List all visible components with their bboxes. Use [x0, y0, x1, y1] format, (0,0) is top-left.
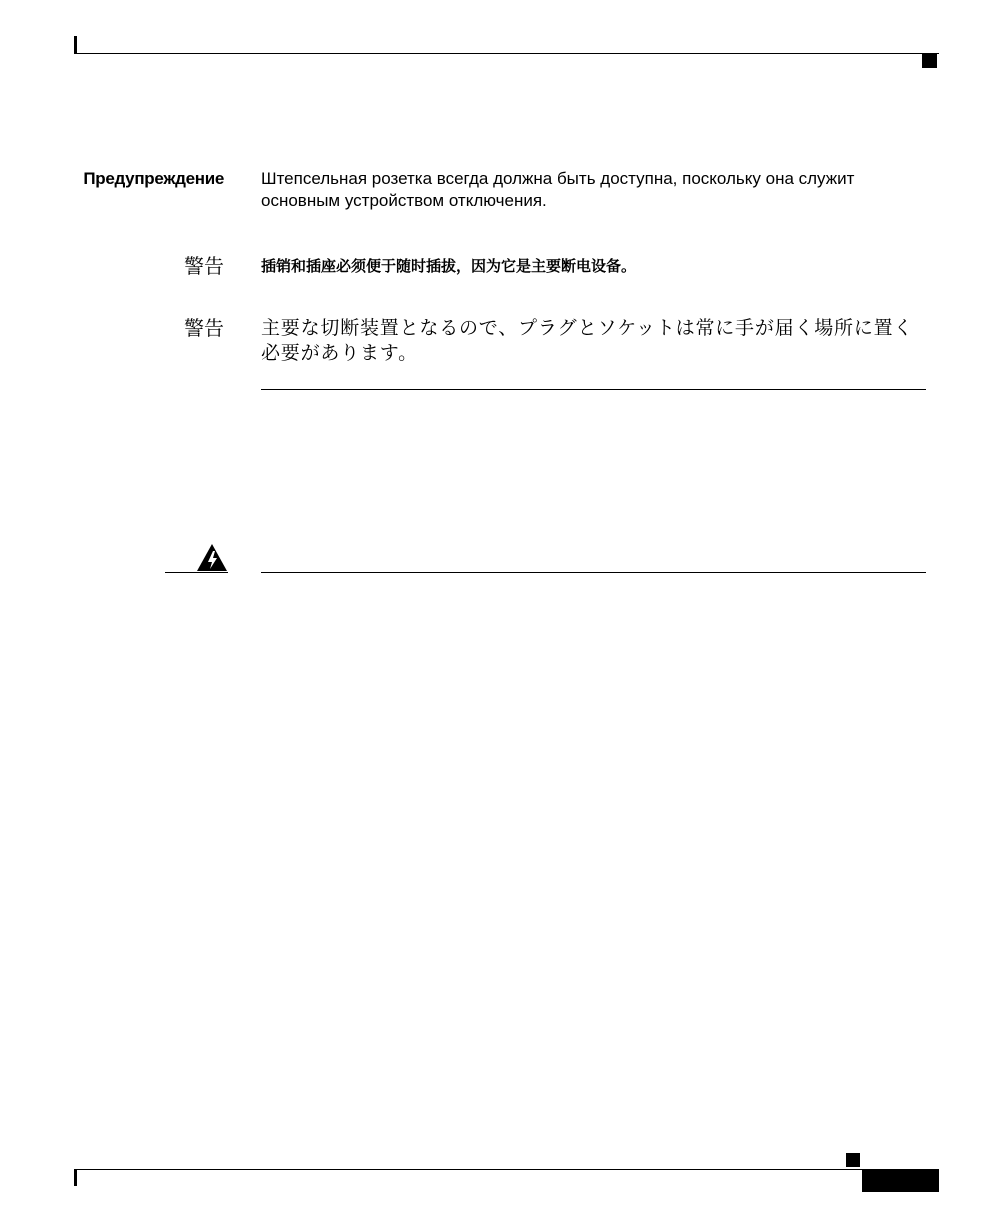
warning-label-japanese: 警告	[184, 316, 224, 340]
warning-label-russian: Предупреждение	[83, 169, 224, 188]
header-tick-mark	[74, 36, 77, 54]
footer-square-marker	[846, 1153, 860, 1167]
footer-tick-mark	[74, 1170, 77, 1186]
header-square-marker	[922, 54, 937, 68]
warning-end-rule	[261, 389, 926, 390]
warning-text-japanese: 主要な切断装置となるので、プラグとソケットは常に手が届く場所に置く必要があります。	[261, 317, 914, 364]
warning-text-russian: Штепсельная розетка всегда должна быть доступна, поскольку она служит основным устройством отключения.	[261, 169, 855, 210]
header-rule	[74, 53, 939, 54]
footer-page-block	[862, 1170, 939, 1192]
warning-label-chinese: 警告	[184, 254, 224, 278]
warning-text-chinese: 插销和插座必须便于随时插拔，因为它是主要断电设备。	[261, 257, 637, 275]
footer-rule	[74, 1169, 939, 1170]
warning-icon-underline	[165, 572, 228, 573]
warning-header-rule	[261, 572, 926, 573]
warning-triangle-icon	[196, 543, 228, 572]
